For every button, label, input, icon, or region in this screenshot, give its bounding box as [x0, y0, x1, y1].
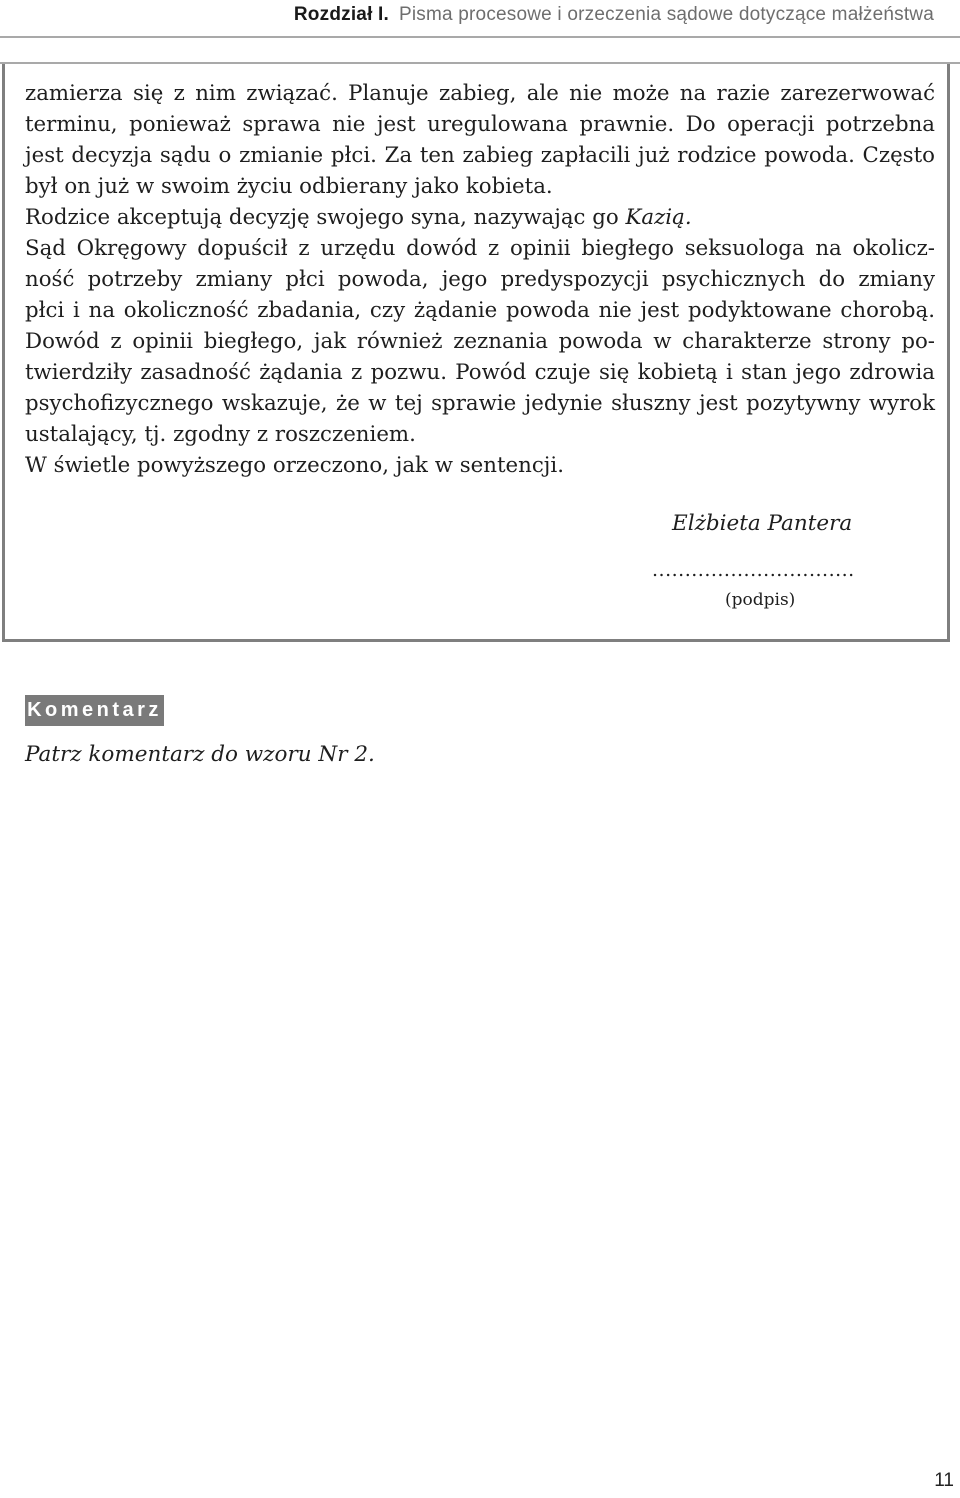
body-line: zamierza się z nim związać. Planuje zabieg, ale nie może na razie zarezerwować [25, 81, 935, 106]
body-line: jest decyzja sądu o zmianie płci. Za ten zabieg zapłacili już rodzice powoda. Często [25, 143, 935, 168]
body-line: był on już w swoim życiu odbierany jako kobieta. [25, 174, 553, 199]
italic-name: Kazią. [625, 205, 692, 230]
signature-line: ............................... [652, 559, 855, 581]
signature-name: Elżbieta Pantera [672, 511, 853, 536]
running-header [294, 0, 934, 30]
body-line [25, 202, 935, 233]
comment-badge: Komentarz [25, 695, 164, 726]
comment-text: Patrz komentarz do wzoru Nr 2. [25, 742, 375, 767]
body-line: terminu, ponieważ sprawa nie jest uregulowana prawnie. Do operacji potrzebna [25, 112, 935, 137]
body-line: ustalający, tj. zgodny z roszczeniem. [25, 422, 416, 447]
body-line: Sąd Okręgowy dopuścił z urzędu dowód z opinii biegłego seksuologa na okolicz- [25, 236, 935, 261]
body-line: twierdziły zasadność żądania z pozwu. Powód czuje się kobietą i stan jego zdrowia [25, 360, 935, 385]
document-body [25, 78, 935, 481]
header-rule-top [0, 36, 960, 38]
signature-label: (podpis) [725, 590, 796, 610]
body-line-text: Rodzice akceptują decyzję swojego syna, nazywając go [25, 205, 619, 230]
chapter-label: Rozdział I. [293, 4, 389, 25]
page-number: 11 [934, 1470, 954, 1491]
body-line: ność potrzeby zmiany płci powoda, jego predyspozycji psychicznych do zmiany [25, 267, 935, 292]
body-line: W świetle powyższego orzeczono, jak w sentencji. [25, 453, 564, 478]
body-line: psychofizycznego wskazuje, że w tej sprawie jedynie słuszny jest pozytywny wyrok [25, 391, 935, 416]
body-line: płci i na okoliczność zbadania, czy żądanie powoda nie jest podyktowane chorobą. [25, 298, 935, 323]
body-line: Dowód z opinii biegłego, jak również zeznania powoda w charakterze strony po- [25, 329, 935, 354]
chapter-subtitle: Pisma procesowe i orzeczenia sądowe dotyczące małżeństwa [399, 4, 934, 25]
